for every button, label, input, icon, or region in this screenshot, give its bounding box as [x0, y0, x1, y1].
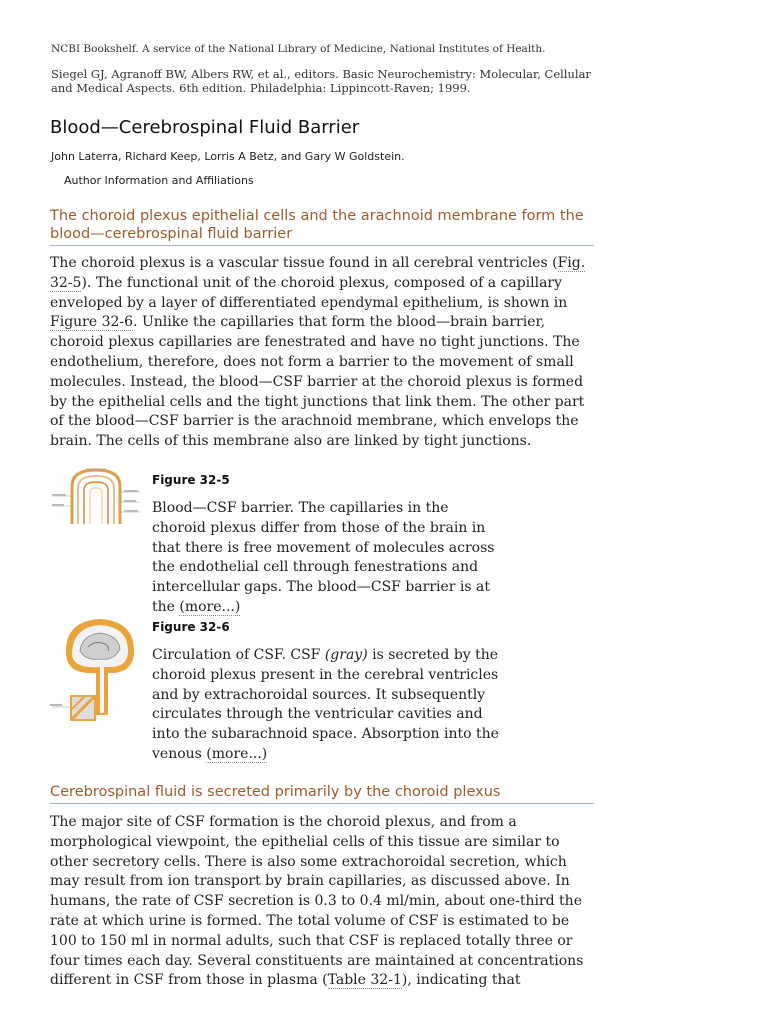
table-32-1-link[interactable]: Table 32-1: [327, 972, 402, 989]
figure-32-6-label[interactable]: Figure 32-6: [152, 620, 230, 634]
choroid-plexus-diagram: [50, 466, 142, 528]
book-citation: Siegel GJ, Agranoff BW, Albers RW, et al., editors. Basic Neurochemistry: Molecular, Cellular and Medical Aspects. 6th edition. Philadelphia: Lippincott-Raven; 1999.: [51, 67, 591, 95]
figure-32-5-caption: [152, 499, 497, 618]
paragraph-text: The choroid plexus is a vascular tissue found in all cerebral ventricles (: [50, 255, 558, 271]
figure-32-6-thumbnail[interactable]: [48, 615, 140, 723]
paragraph-text: The major site of CSF formation is the choroid plexus, and from a morphological viewpoint, the epithelial cells of this tissue are similar to other secretory cells. There is also some extrachoroidal secretion, which may result from ion transport by brain capillaries, as discussed above. In humans, the rate of CSF secretion is 0.3 to 0.4 ml/min, about one-third the rate at which urine is formed. The total volume of CSF is estimated to be 100 to 150 ml in normal adults, such that CSF is replaced totally three or four times each day. Several constituents are maintained at concentrations different in CSF from those in plasma (: [50, 814, 584, 989]
section-heading-csf-secretion: Cerebrospinal fluid is secreted primarily by the choroid plexus: [50, 783, 594, 804]
paragraph-text: ). The functional unit of the choroid plexus, composed of a capillary enveloped by a layer of differentiated ependymal epithelium, is shown in: [50, 274, 568, 311]
caption-emphasis: (gray): [324, 647, 368, 663]
figure-32-5-more-link[interactable]: (more...): [179, 598, 241, 615]
section2-paragraph: [50, 813, 595, 991]
paragraph-text: ), indicating that: [401, 972, 521, 989]
caption-text: Circulation of CSF. CSF: [152, 647, 325, 663]
page-title: Blood—Cerebrospinal Fluid Barrier: [50, 117, 360, 138]
figure-32-6-caption: [152, 646, 500, 765]
section1-paragraph: [50, 254, 595, 452]
caption-text: Blood—CSF barrier. The capillaries in the choroid plexus differ from those of the brain in that there is free movement of molecules across the endothelial cell through fenestrations and intercellular gaps. The blood—CSF barrier is at the: [152, 500, 495, 615]
figure-32-6-more-link[interactable]: (more...): [206, 745, 268, 762]
author-list: John Laterra, Richard Keep, Lorris A Betz, and Gary W Goldstein.: [51, 150, 405, 163]
figure-32-6-link[interactable]: Figure 32-6: [50, 314, 134, 331]
author-info-link[interactable]: Author Information and Affiliations: [64, 174, 254, 187]
figure-32-5-thumbnail[interactable]: [50, 466, 142, 528]
caption-text: is secreted by the choroid plexus present in the cerebral ventricles and by extrachoroidal sources. It subsequently circulates through the ventricular cavities and into the subarachnoid space. Absorption into the venous: [152, 647, 499, 762]
paragraph-text: . Unlike the capillaries that form the blood—brain barrier, choroid plexus capillaries are fenestrated and have no tight junctions. The endothelium, therefore, does not form a barrier to the movement of small molecules. Instead, the blood—CSF barrier at the choroid plexus is formed by the epithelial cells and the tight junctions that link them. The other part of the blood—CSF barrier is the arachnoid membrane, which envelops the brain. The cells of this membrane also are linked by tight junctions.: [50, 314, 585, 450]
bookshelf-notice: NCBI Bookshelf. A service of the National Library of Medicine, National Institutes of Health.: [51, 43, 546, 55]
figure-32-5-link[interactable]: Fig. 32-5: [50, 255, 586, 291]
csf-circulation-diagram: [48, 615, 140, 723]
figure-32-5-label[interactable]: Figure 32-5: [152, 473, 230, 487]
section-heading-barrier: The choroid plexus epithelial cells and the arachnoid membrane form the blood—cerebrospinal fluid barrier: [50, 207, 594, 246]
